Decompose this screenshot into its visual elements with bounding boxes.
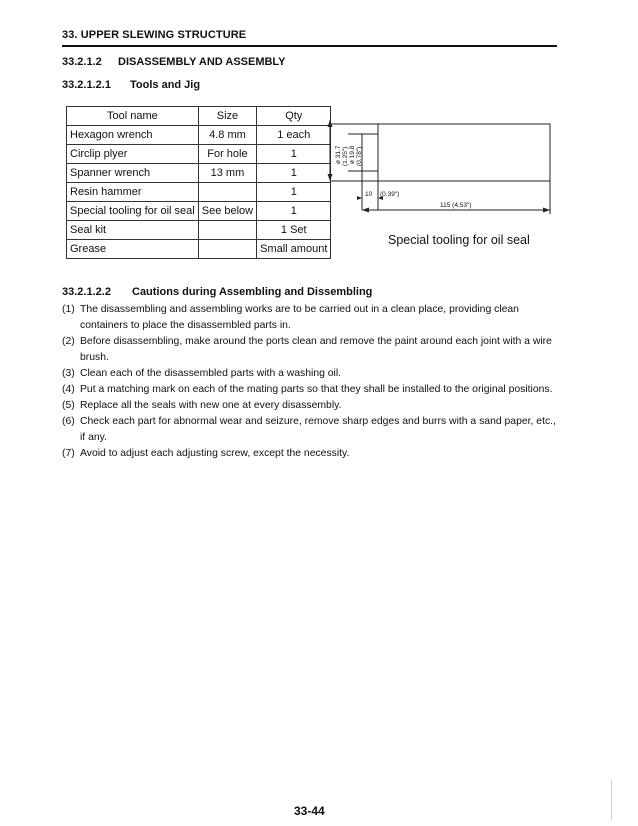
- cell-size: [198, 240, 256, 259]
- total-length-label: 115 (4.53"): [440, 202, 472, 209]
- arrowhead: [543, 208, 550, 213]
- dimension-labels: [335, 145, 471, 209]
- page-number: 33-44: [294, 804, 325, 818]
- list-item: [62, 446, 562, 462]
- cell-tool-name: Special tooling for oil seal: [67, 202, 199, 221]
- cell-qty: 1: [257, 145, 331, 164]
- table-row: [67, 126, 331, 145]
- list-item: [62, 398, 562, 414]
- cautions-number: 33.2.1.2.2: [62, 286, 111, 298]
- cell-tool-name: Seal kit: [67, 221, 199, 240]
- cautions-heading: [62, 286, 372, 298]
- table-row: [67, 183, 331, 202]
- cell-tool-name: Resin hammer: [67, 183, 199, 202]
- cell-size: See below: [198, 202, 256, 221]
- subsection-heading: [62, 79, 200, 91]
- item-index: (5): [62, 400, 75, 411]
- chapter-header: 33. UPPER SLEWING STRUCTURE: [62, 29, 557, 47]
- cell-size: [198, 183, 256, 202]
- item-text: Before disassembling, make around the ports clean and remove the paint around each joint with a wire brush.: [80, 336, 552, 363]
- item-index: (2): [62, 336, 75, 347]
- table-row: [67, 240, 331, 259]
- cell-tool-name: Circlip plyer: [67, 145, 199, 164]
- section-title: DISASSEMBLY AND ASSEMBLY: [118, 56, 286, 68]
- subsection-number: 33.2.1.2.1: [62, 79, 111, 91]
- outer-dia-label: ø 31.7: [335, 145, 342, 164]
- cell-size: 13 mm: [198, 164, 256, 183]
- oil-seal-tool-drawing: [310, 118, 560, 218]
- table-row: [67, 164, 331, 183]
- step-length-inch-label: (0.39"): [380, 191, 400, 198]
- table-row: [67, 202, 331, 221]
- cell-qty: 1: [257, 164, 331, 183]
- header-tool-name: Tool name: [67, 107, 199, 126]
- table-row: [67, 145, 331, 164]
- header-size: Size: [198, 107, 256, 126]
- tools-table: [66, 106, 331, 259]
- tool-step-outline: [362, 134, 378, 171]
- item-index: (1): [62, 304, 75, 315]
- cell-qty: Small amount: [257, 240, 331, 259]
- item-text: Clean each of the disassembled parts with a washing oil.: [80, 368, 342, 379]
- arrowhead: [357, 196, 362, 200]
- list-item: [62, 414, 562, 446]
- list-item: [62, 382, 562, 398]
- inner-dia-label: ø 19.8: [349, 145, 356, 164]
- table-header-row: [67, 107, 331, 126]
- item-text: Avoid to adjust each adjusting screw, except the necessity.: [80, 448, 350, 459]
- cell-tool-name: Hexagon wrench: [67, 126, 199, 145]
- subsection-title: Tools and Jig: [130, 79, 201, 91]
- cell-tool-name: Spanner wrench: [67, 164, 199, 183]
- cautions-title: Cautions during Assembling and Dissembling: [132, 286, 373, 298]
- cell-qty: 1: [257, 183, 331, 202]
- cell-size: For hole: [198, 145, 256, 164]
- list-item: [62, 334, 562, 366]
- table-row: [67, 221, 331, 240]
- header-qty: Qty: [257, 107, 331, 126]
- section-heading: [62, 56, 285, 68]
- item-index: (4): [62, 384, 75, 395]
- step-length-label: 10: [365, 191, 373, 198]
- arrowhead: [328, 174, 333, 181]
- cautions-list: [62, 302, 562, 462]
- cell-tool-name: Grease: [67, 240, 199, 259]
- item-text: Put a matching mark on each of the mating parts so that they shall be installed to the original positions.: [80, 384, 553, 395]
- cell-qty: 1: [257, 202, 331, 221]
- list-item: [62, 302, 562, 334]
- drawing-geometry: [330, 120, 550, 214]
- item-index: (7): [62, 448, 75, 459]
- item-text: Replace all the seals with new one at every disassembly.: [80, 400, 342, 411]
- diagram-caption: Special tooling for oil seal: [388, 233, 530, 247]
- item-index: (3): [62, 368, 75, 379]
- scan-artifact: [611, 780, 612, 820]
- section-number: 33.2.1.2: [62, 56, 102, 68]
- tool-body-outline: [378, 124, 550, 181]
- arrowhead: [362, 208, 369, 213]
- list-item: [62, 366, 562, 382]
- item-text: The disassembling and assembling works are to be carried out in a clean place, providing clean containers to place the disassembled parts in.: [80, 304, 519, 331]
- item-index: (6): [62, 416, 75, 427]
- cell-qty: 1 Set: [257, 221, 331, 240]
- cell-size: [198, 221, 256, 240]
- inner-dia-inch-label: (0.78"): [356, 146, 363, 166]
- item-text: Check each part for abnormal wear and seizure, remove sharp edges and burrs with a sand paper, etc., if any.: [80, 416, 556, 443]
- cell-qty: 1 each: [257, 126, 331, 145]
- outer-dia-inch-label: (1.25"): [342, 146, 349, 166]
- cell-size: 4.8 mm: [198, 126, 256, 145]
